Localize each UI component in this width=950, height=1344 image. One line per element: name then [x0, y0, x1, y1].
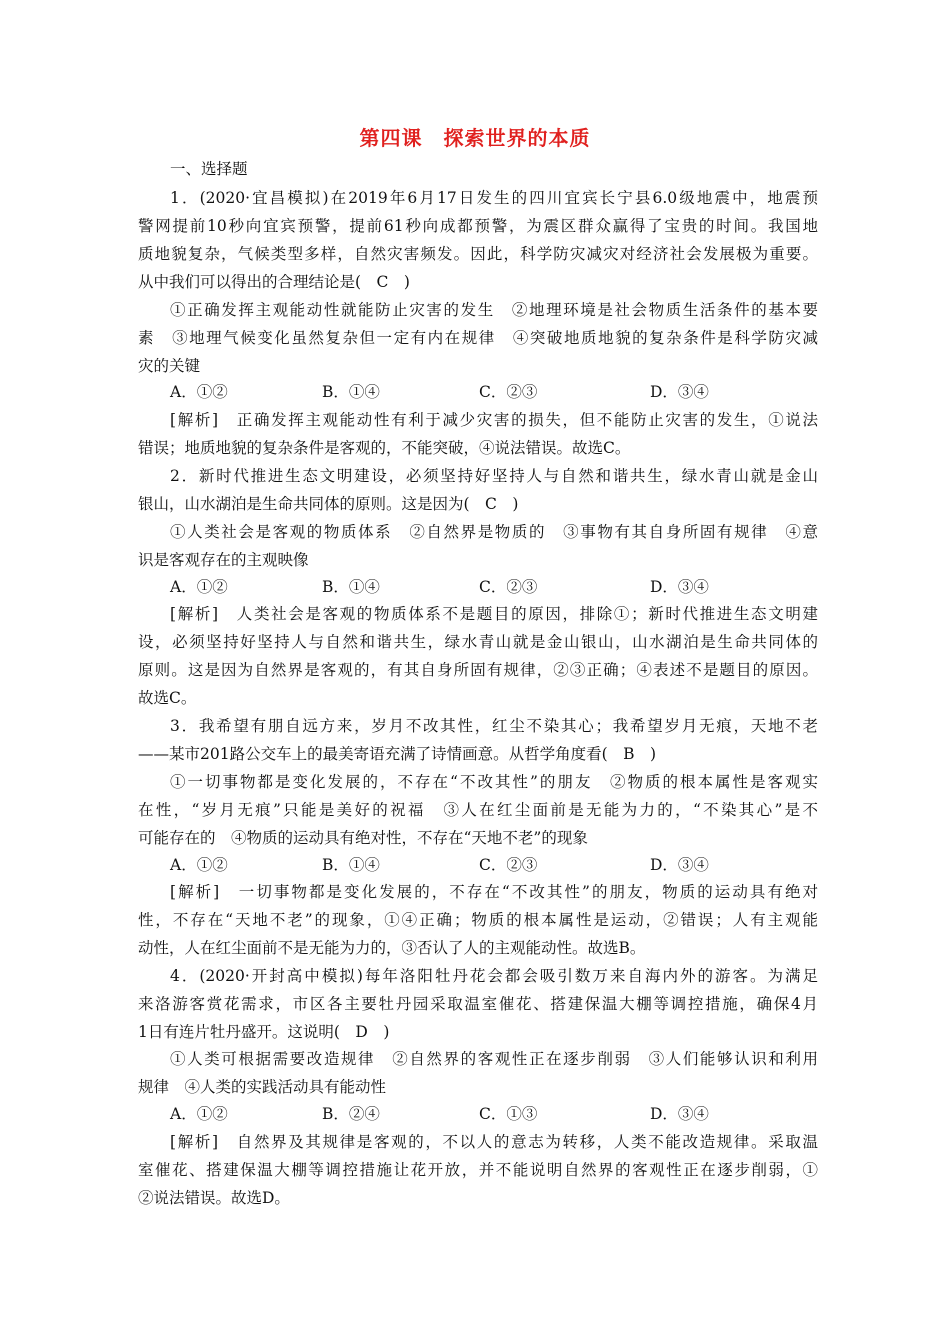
- question-4-analysis: ②说法错误。故选D。: [138, 1189, 290, 1207]
- question-2-statement: ①人类社会是客观的物质体系 ②自然界是物质的 ③事物有其自身所固有规律 ④意: [170, 523, 818, 541]
- question-2-statement: 识是客观存在的主观映像: [138, 551, 309, 569]
- option-c: C．②③: [479, 383, 538, 401]
- question-2-analysis: 设，必须坚持好坚持人与自然和谐共生，绿水青山就是金山银山，山水湖泊是生命共同体的: [138, 633, 818, 651]
- option-a: A．①②: [170, 578, 228, 596]
- question-4-analysis: 室催花、搭建保温大棚等调控措施让花开放，并不能说明自然界的客观性正在逐步削弱，①: [138, 1161, 818, 1179]
- question-1-analysis: 错误；地质地貌的复杂条件是客观的，不能突破，④说法错误。故选C。: [138, 439, 631, 457]
- page-title: 第四课 探索世界的本质: [359, 126, 591, 150]
- option-d: D．③④: [650, 856, 709, 874]
- option-d: D．③④: [650, 1105, 709, 1123]
- question-1-statement: 素 ③地理气候变化虽然复杂但一定有内在规律 ④突破地质地貌的复杂条件是科学防灾减: [138, 329, 818, 347]
- option-b: B．①④: [322, 578, 380, 596]
- option-b: B．①④: [322, 856, 380, 874]
- question-4-statement: ①人类可根据需要改造规律 ②自然界的客观性正在逐步削弱 ③人们能够认识和利用: [170, 1050, 818, 1068]
- question-2-analysis: [解析] 人类社会是客观的物质体系不是题目的原因，排除①；新时代推进生态文明建: [170, 605, 818, 623]
- question-1-line: 质地貌复杂，气候类型多样，自然灾害频发。因此，科学防灾减灾对经济社会发展极为重要。: [138, 245, 818, 263]
- question-3-statement: ①一切事物都是变化发展的，不存在“不改其性”的朋友 ②物质的根本属性是客观实: [170, 773, 818, 791]
- option-a: A．①②: [170, 856, 228, 874]
- option-c: C．①③: [479, 1105, 538, 1123]
- question-4-line: 4．(2020·开封高中模拟)每年洛阳牡丹花会都会吸引数万来自海内外的游客。为满足: [170, 967, 818, 985]
- option-b: B．①④: [322, 383, 380, 401]
- question-1-options: [170, 378, 820, 406]
- question-1-statement: ①正确发挥主观能动性就能防止灾害的发生 ②地理环境是社会物质生活条件的基本要: [170, 301, 818, 319]
- question-3-statement: 在性，“岁月无痕”只能是美好的祝福 ③人在红尘面前是无能为力的，“不染其心”是不: [138, 801, 818, 819]
- question-3-options: [170, 851, 820, 879]
- question-2-analysis: 原则。这是因为自然界是客观的，有其自身所固有规律，②③正确；④表述不是题目的原因。: [138, 661, 818, 679]
- question-3-analysis: 动性，人在红尘面前不是无能为力的，③否认了人的主观能动性。故选B。: [138, 939, 646, 957]
- question-1-line: 1．(2020·宜昌模拟)在2019年6月17日发生的四川宜宾长宁县6.0级地震中，地震预: [170, 189, 818, 207]
- question-4-options: [170, 1100, 820, 1128]
- question-3-analysis: 性，不存在“天地不老”的现象，①④正确；物质的根本属性是运动，②错误；人有主观能: [138, 911, 818, 929]
- option-b: B．②④: [322, 1105, 380, 1123]
- option-a: A．①②: [170, 1105, 228, 1123]
- question-4-line: 来洛游客赏花需求，市区各主要牡丹园采取温室催花、搭建保温大棚等调控措施，确保4月: [138, 995, 818, 1013]
- question-2-options: [170, 573, 820, 601]
- option-c: C．②③: [479, 578, 538, 596]
- question-3-analysis: [解析] 一切事物都是变化发展的，不存在“不改其性”的朋友，物质的运动具有绝对: [170, 883, 818, 901]
- option-d: D．③④: [650, 383, 709, 401]
- question-1-statement: 灾的关键: [138, 357, 201, 375]
- question-3-line: ——某市201路公交车上的最美寄语充满了诗情画意。从哲学角度看( B ): [138, 745, 657, 763]
- question-1-analysis: [解析] 正确发挥主观能动性有利于减少灾害的损失，但不能防止灾害的发生，①说法: [170, 411, 818, 429]
- question-3-statement: 可能存在的 ④物质的运动具有绝对性，不存在“天地不老”的现象: [138, 829, 588, 847]
- option-d: D．③④: [650, 578, 709, 596]
- question-2-line: 2．新时代推进生态文明建设，必须坚持好坚持人与自然和谐共生，绿水青山就是金山: [170, 467, 818, 485]
- question-2-line: 银山，山水湖泊是生命共同体的原则。这是因为( C ): [138, 495, 519, 513]
- question-4-analysis: [解析] 自然界及其规律是客观的，不以人的意志为转移，人类不能改造规律。采取温: [170, 1133, 818, 1151]
- question-2-analysis: 故选C。: [138, 689, 197, 707]
- section-heading: 一、选择题: [170, 160, 248, 178]
- option-a: A．①②: [170, 383, 228, 401]
- question-3-line: 3．我希望有朋自远方来，岁月不改其性，红尘不染其心；我希望岁月无痕，天地不老: [170, 717, 818, 735]
- question-4-statement: 规律 ④人类的实践活动具有能动性: [138, 1078, 387, 1096]
- question-1-line: 从中我们可以得出的合理结论是( C ): [138, 273, 410, 291]
- question-4-line: 1日有连片牡丹盛开。这说明( D ): [138, 1023, 390, 1041]
- question-1-line: 警网提前10秒向宜宾预警，提前61秒向成都预警，为震区群众赢得了宝贵的时间。我国地: [138, 217, 818, 235]
- option-c: C．②③: [479, 856, 538, 874]
